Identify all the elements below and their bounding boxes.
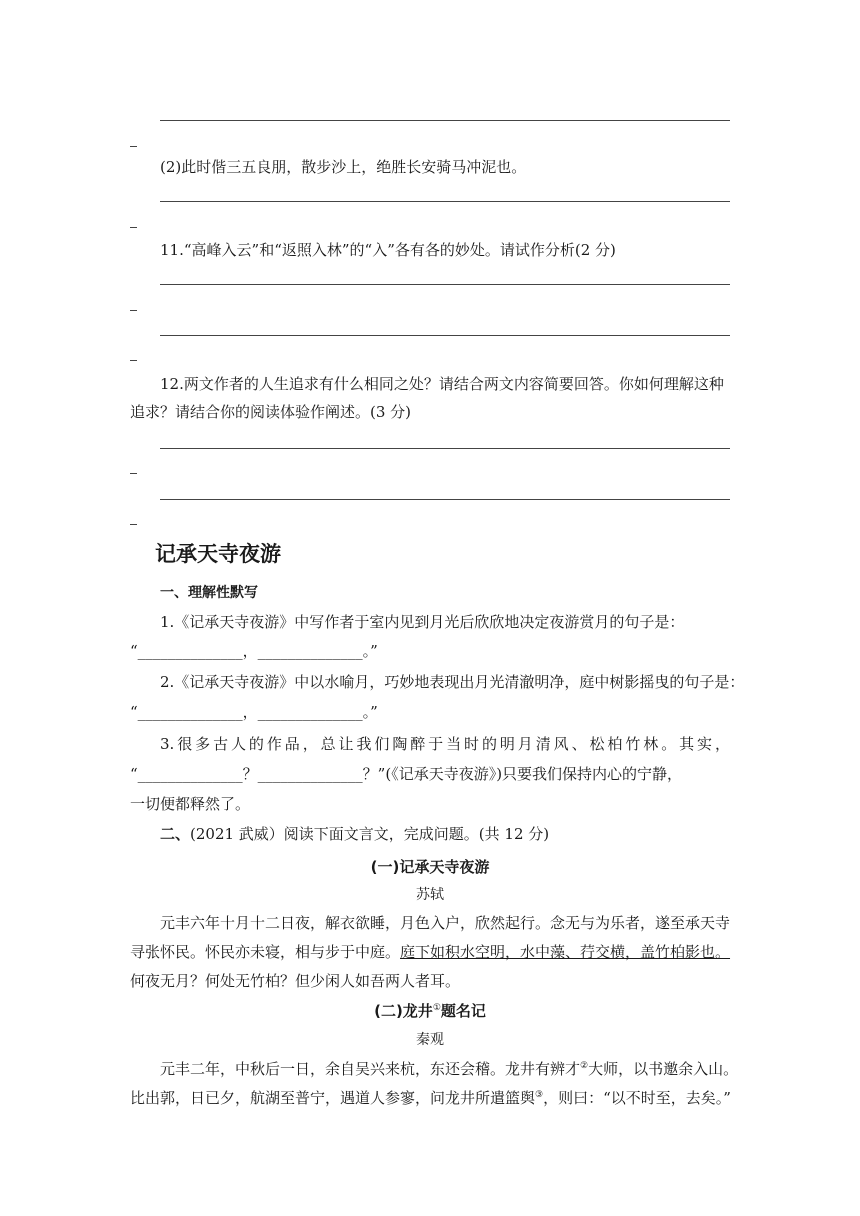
text-2-title: (二)龙井①题名记 xyxy=(374,1002,486,1020)
fill-1-line2: “______________，______________。” xyxy=(130,642,378,660)
fill-2-line2: “______________，______________。” xyxy=(130,703,378,721)
fill-1-line1: 1.《记承天寺夜游》中写作者于室内见到月光后欣欣地决定夜游赏月的句子是： xyxy=(160,613,685,631)
text-1-line2: 寻张怀民。怀民亦未寝，相与步于中庭。庭下如积水空明，水中藻、荇交横，盖竹柏影也。 xyxy=(130,943,731,961)
fill-3-line3: 一切便都释然了。 xyxy=(130,795,251,813)
text-1-title: (一)记承天寺夜游 xyxy=(370,858,490,876)
line-mark xyxy=(130,227,137,228)
text-2-line2: 比出郭，日已夕，航湖至普宁，遇道人参寥，问龙井所遣篮舆③，则曰：“以不时至，去矣。” xyxy=(130,1089,731,1107)
footnote-mark: ① xyxy=(432,1003,441,1013)
fill-3-line2: “______________？______________？”(《记承天寺夜游》)只要我们保持内心的宁静， xyxy=(130,765,683,783)
footnote-mark: ② xyxy=(580,1061,589,1071)
question-12-line1: 12.两文作者的人生追求有什么相同之处？请结合两文内容简要回答。你如何理解这种 xyxy=(160,375,724,393)
answer-line xyxy=(160,448,730,449)
answer-line xyxy=(160,499,730,500)
text-1-author: 苏轼 xyxy=(416,887,444,903)
fill-3-line1: 3.很多古人的作品，总让我们陶醉于当时的明月清风、松柏竹林。其实， xyxy=(160,735,730,753)
line-mark xyxy=(130,473,137,474)
section-2-heading xyxy=(160,824,549,844)
question-11: 11.“高峰入云”和“返照入林”的“入”各有各的妙处。请试作分析(2 分) xyxy=(160,241,616,259)
fill-2-line1: 2.《记承天寺夜游》中以水喻月，巧妙地表现出月光清澈明净，庭中树影摇曳的句子是： xyxy=(160,673,745,691)
answer-line xyxy=(160,120,730,121)
text-1-line3: 何夜无月？何处无竹柏？但少闲人如吾两人者耳。 xyxy=(130,972,461,990)
text-2-line1: 元丰二年，中秋后一日，余自吴兴来杭，东还会稽。龙井有辨才②大师，以书邀余入山。 xyxy=(160,1060,739,1078)
footnote-mark: ③ xyxy=(535,1090,544,1100)
answer-line xyxy=(160,335,730,336)
line-mark xyxy=(130,360,137,361)
text-2-author: 秦观 xyxy=(416,1032,444,1048)
section-2-prefix: 二、 xyxy=(160,825,191,843)
section-2-text: (2021 武威）阅读下面文言文，完成问题。(共 12 分) xyxy=(190,825,550,843)
text-1-line1: 元丰六年十月十二日夜，解衣欲睡，月色入户，欣然起行。念无与为乐者，遂至承天寺 xyxy=(160,914,731,932)
question-12-line2: 追求？请结合你的阅读体验作阐述。(3 分) xyxy=(130,403,412,421)
lesson-title: 记承天寺夜游 xyxy=(155,542,281,566)
answer-line xyxy=(160,201,730,202)
line-mark xyxy=(130,146,137,147)
question-10-2: (2)此时偕三五良朋，散步沙上，绝胜长安骑马冲泥也。 xyxy=(160,158,527,176)
section-1-heading: 一、理解性默写 xyxy=(160,585,258,601)
line-mark xyxy=(130,524,137,525)
line-mark xyxy=(130,310,137,311)
underlined-sentence: 庭下如积水空明，水中藻、荇交横，盖竹柏影也。 xyxy=(400,943,731,961)
answer-line xyxy=(160,284,730,285)
